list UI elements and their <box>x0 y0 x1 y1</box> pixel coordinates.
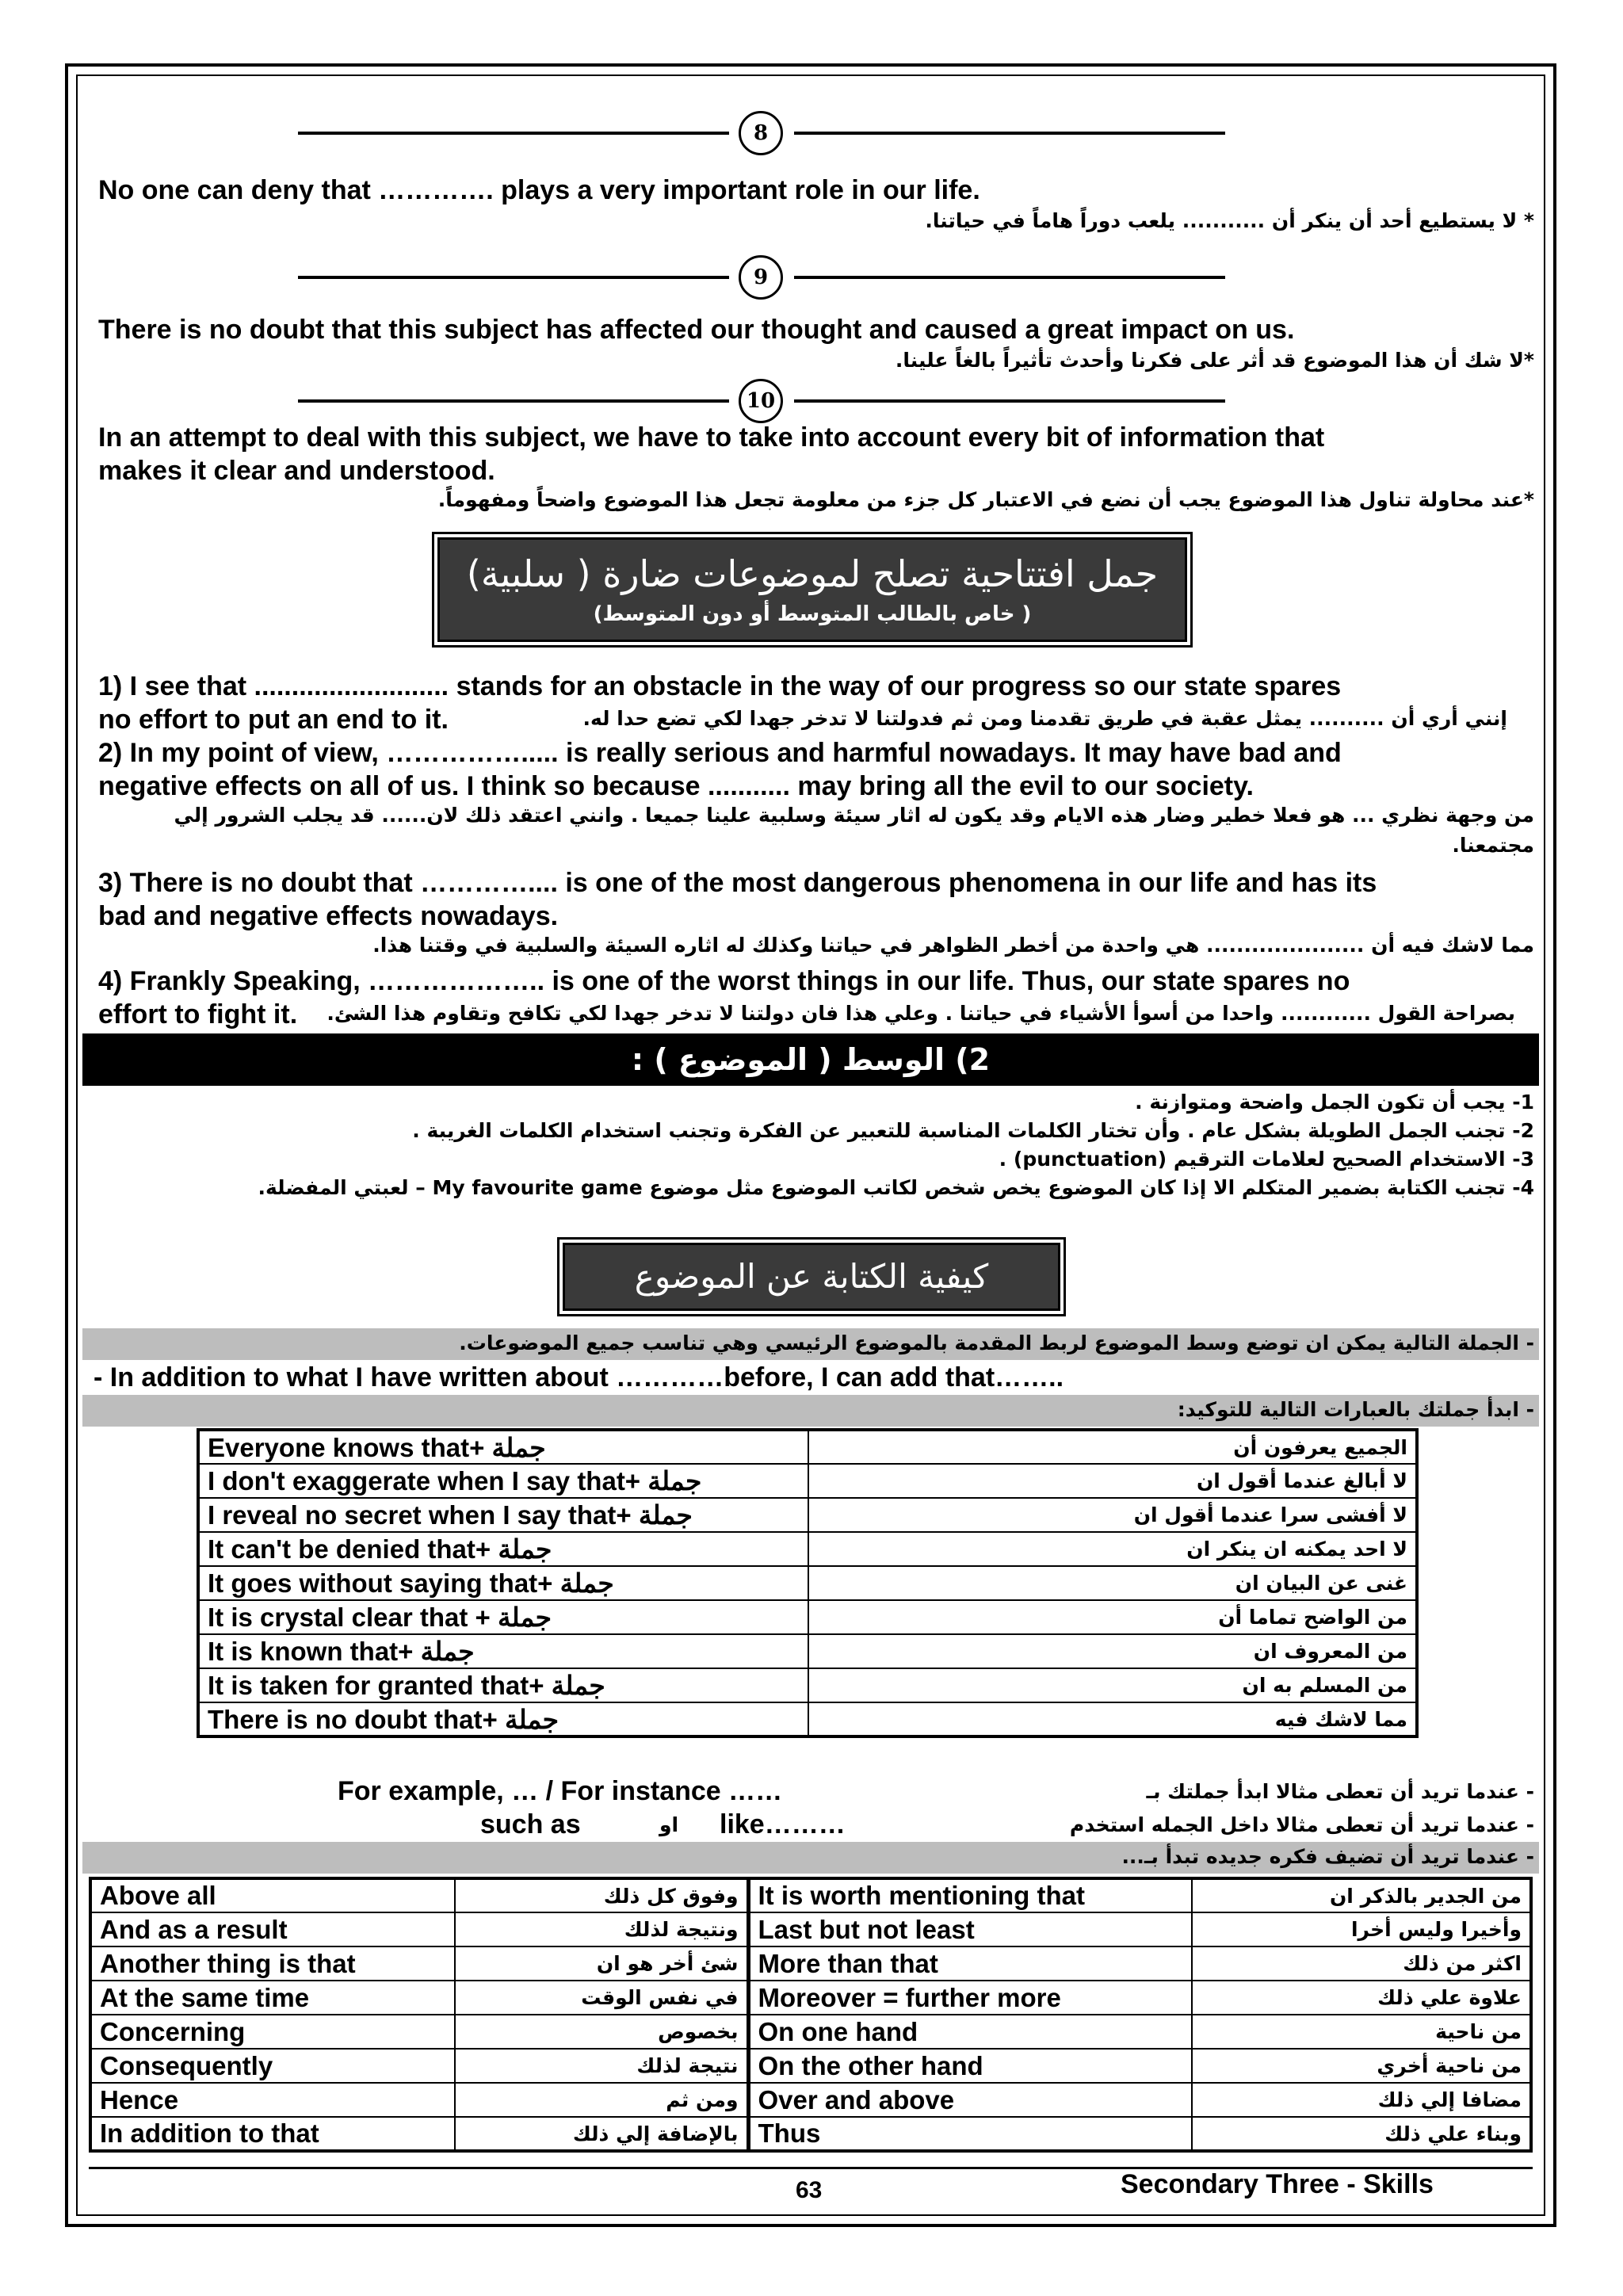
arabic-meaning-cell: غنى عن البيان ان <box>808 1566 1417 1600</box>
english-phrase-cell: It can't be denied that+ جملة <box>198 1532 808 1566</box>
section-2-header <box>82 1033 1539 1086</box>
sentence-8-english: No one can deny that …………. plays a very important role in our life. <box>98 175 980 205</box>
emphasis-phrases-table <box>197 1428 1419 1738</box>
arabic-meaning-cell: من الواضح تماما أن <box>808 1600 1417 1634</box>
negative-topics-banner <box>437 537 1187 642</box>
table-row <box>198 1702 1417 1736</box>
english-phrase-cell: It is known that+ جملة <box>198 1634 808 1668</box>
table-row <box>198 1498 1417 1532</box>
english-phrase-cell: On one hand <box>748 2015 1192 2049</box>
english-phrase-cell: Over and above <box>748 2083 1192 2117</box>
arabic-meaning-cell: ومن ثم <box>455 2083 748 2117</box>
inline-example-instruction-arabic: - عندما تريد أن تعطى مثالا داخل الجمله استخدم <box>1069 1813 1534 1836</box>
table-row <box>198 1464 1417 1498</box>
number-badge-8: 8 <box>739 111 783 155</box>
table-row <box>90 2049 1531 2083</box>
english-phrase-cell: In addition to that <box>90 2117 455 2151</box>
arabic-meaning-cell: من ناحية أخري <box>1192 2049 1531 2083</box>
table-row <box>198 1430 1417 1464</box>
number-badge-10: 10 <box>739 379 783 423</box>
book-label: Secondary Three - Skills <box>1121 2169 1434 2199</box>
english-phrase-cell: I don't exaggerate when I say that+ جملة <box>198 1464 808 1498</box>
negative-2-arabic-line2: مجتمعنا. <box>1452 834 1534 857</box>
divider-line <box>298 276 729 279</box>
arabic-meaning-cell: في نفس الوقت <box>455 1981 748 2015</box>
english-phrase-cell: It is crystal clear that + جملة <box>198 1600 808 1634</box>
english-phrase-cell: Moreover = further more <box>748 1981 1192 2015</box>
english-phrase-cell: It is taken for granted that+ جملة <box>198 1668 808 1702</box>
arabic-meaning-cell: اكثر من ذلك <box>1192 1946 1531 1981</box>
english-phrase-cell: Consequently <box>90 2049 455 2083</box>
tip-1: 1- يجب أن تكون الجمل واضحة ومتوازنة . <box>1135 1091 1534 1114</box>
tip-3: 3- الاستخدام الصحيح لعلامات الترقيم (punctuation) . <box>999 1148 1534 1171</box>
arabic-meaning-cell: من المسلم به ان <box>808 1668 1417 1702</box>
table-row <box>198 1668 1417 1702</box>
table-row <box>90 2117 1531 2151</box>
english-phrase-cell: Another thing is that <box>90 1946 455 1981</box>
negative-3-arabic: مما لاشك فيه أن ..................... هي واحدة من أخطر الظواهر في حياتنا وكذلك له اثاره السيئة والسلبية في وقتنا هذا. <box>372 934 1534 957</box>
english-phrase-cell: Above all <box>90 1878 455 1912</box>
table-row <box>90 1878 1531 1912</box>
table-row <box>90 1946 1531 1981</box>
sentence-10-english-line2: makes it clear and understood. <box>98 456 495 486</box>
arabic-meaning-cell: لا أفشى سرا عندما أقول ان <box>808 1498 1417 1532</box>
negative-2-arabic-line1: من وجهة نظري ... هو فعلا خطير وضار هذه الايام وقد يكون له اثار سيئة وسلبية علينا جميعا . وانني اعتقد ذلك لان...... قد يجلب الشرور إلي <box>174 804 1534 827</box>
banner-subtitle: ( خاص بالطالب المتوسط أو دون المتوسط) <box>593 602 1032 626</box>
english-phrase-cell: It is worth mentioning that <box>748 1878 1192 1912</box>
arabic-meaning-cell: وفوق كل ذلك <box>455 1878 748 1912</box>
arabic-meaning-cell: من الجدير بالذكر ان <box>1192 1878 1531 1912</box>
page-number: 63 <box>796 2177 823 2203</box>
sentence-10-english-line1: In an attempt to deal with this subject, we have to take into account every bit of information that <box>98 422 1325 453</box>
table-row <box>90 2015 1531 2049</box>
arabic-meaning-cell: لا أبالغ عندما أقول ان <box>808 1464 1417 1498</box>
arabic-meaning-cell: وبناء علي ذلك <box>1192 2117 1531 2151</box>
banner-2-title: كيفية الكتابة عن الموضوع <box>634 1257 989 1296</box>
linking-sentence-english: - In addition to what I have written about …………before, I can add that…….. <box>94 1362 1064 1392</box>
negative-2-english-line1: 2) In my point of view, ……………..... is really serious and harmful nowadays. It may have bad and <box>98 738 1342 768</box>
negative-1-english-line1: 1) I see that .......................... stands for an obstacle in the way of our progress so our state spares <box>98 671 1342 701</box>
sentence-9-arabic: *لا شك أن هذا الموضوع قد أثر على فكرنا وأحدث تأثيراً بالغاً علينا. <box>895 349 1534 372</box>
arabic-meaning-cell: وأخيرا وليس أخرا <box>1192 1912 1531 1946</box>
number-badge-9: 9 <box>739 255 783 300</box>
english-phrase-cell: Thus <box>748 2117 1192 2151</box>
arabic-meaning-cell: بالإضافة إلي ذلك <box>455 2117 748 2151</box>
negative-1-arabic: إنني أري أن .......... يمثل عقبة في طريق تقدمنا ومن ثم فدولتنا لا تدخر جهدا لكي تضع حدا له. <box>582 707 1507 730</box>
tip-4: 4- تجنب الكتابة بضمير المتكلم الا إذا كان الموضوع يخص شخص لكاتب الموضوع مثل موضوع My favourite game – لعبتي المفضلة. <box>258 1176 1534 1199</box>
negative-4-arabic: بصراحة القول ............ واحدا من أسوأ الأشياء في حياتنا . وعلي هذا فان دولتنا لا تدخر جهدا لكي تكافح وتقاوم هذا الشئ. <box>327 1002 1515 1025</box>
table-row <box>90 2083 1531 2117</box>
divider-line <box>794 276 1225 279</box>
section-2-title: 2) الوسط ( الموضوع ) : <box>631 1042 991 1077</box>
negative-3-english-line1: 3) There is no doubt that ………….... is one of the most dangerous phenomena in our life and has its <box>98 868 1377 898</box>
example-instruction-arabic: - عندما تريد أن تعطى مثالا ابدأ جملتك بـ <box>1146 1780 1534 1803</box>
negative-2-english-line2: negative effects on all of us. I think so because ........... may bring all the evil to our society. <box>98 771 1254 801</box>
negative-4-english-line1: 4) Frankly Speaking, ……………….. is one of the worst things in our life. Thus, our state spares no <box>98 966 1350 996</box>
arabic-meaning-cell: ونتيجة لذلك <box>455 1912 748 1946</box>
divider-line <box>794 399 1225 403</box>
table-row <box>90 1981 1531 2015</box>
english-phrase-cell: Concerning <box>90 2015 455 2049</box>
english-phrase-cell: I reveal no secret when I say that+ جملة <box>198 1498 808 1532</box>
divider-line <box>794 132 1225 135</box>
or-word: او <box>659 1813 679 1836</box>
sentence-10-arabic: *عند محاولة تناول هذا الموضوع يجب أن نضع في الاعتبار كل جزء من معلومة تجعل هذا الموضوع واضحاً ومفهوماً. <box>437 488 1534 511</box>
table-row <box>198 1600 1417 1634</box>
new-idea-instruction-arabic: - عندما تريد أن تضيف فكره جديده تبدأ بـ... <box>1121 1845 1534 1868</box>
arabic-meaning-cell: مما لاشك فيه <box>808 1702 1417 1736</box>
arabic-meaning-cell: من ناحية <box>1192 2015 1531 2049</box>
like-phrase: like……… <box>720 1809 846 1839</box>
divider-line <box>298 399 729 403</box>
tip-2: 2- تجنب الجمل الطويلة بشكل عام . وأن تختار الكلمات المناسبة للتعبير عن الفكرة وتجنب استخدام الكلمات الغريبة . <box>412 1119 1534 1142</box>
arabic-meaning-cell: علاوة علي ذلك <box>1192 1981 1531 2015</box>
arabic-meaning-cell: بخصوص <box>455 2015 748 2049</box>
english-phrase-cell: There is no doubt that+ جملة <box>198 1702 808 1736</box>
negative-4-english-line2: effort to fight it. <box>98 999 298 1030</box>
page-content <box>82 79 1539 2211</box>
table-row <box>198 1532 1417 1566</box>
english-phrase-cell: More than that <box>748 1946 1192 1981</box>
such-as-phrase: such as <box>480 1809 581 1839</box>
sentence-8-arabic: * لا يستطيع أحد أن ينكر أن ........... يلعب دوراً هاماً في حياتنا. <box>925 209 1534 232</box>
arabic-meaning-cell: نتيجة لذلك <box>455 2049 748 2083</box>
english-phrase-cell: And as a result <box>90 1912 455 1946</box>
english-phrase-cell: Hence <box>90 2083 455 2117</box>
arabic-meaning-cell: لا احد يمكنه ان ينكر ان <box>808 1532 1417 1566</box>
arabic-meaning-cell: شئ أخر هو ان <box>455 1946 748 1981</box>
confirm-instruction-arabic: - ابدأ جملتك بالعبارات التالية للتوكيد: <box>1177 1398 1534 1421</box>
english-phrase-cell: It goes without saying that+ جملة <box>198 1566 808 1600</box>
negative-3-english-line2: bad and negative effects nowadays. <box>98 901 559 931</box>
negative-1-english-line2: no effort to put an end to it. <box>98 705 449 735</box>
example-phrase-english: For example, … / For instance …… <box>338 1776 783 1806</box>
divider-line <box>298 132 729 135</box>
transition-phrases-table <box>89 1877 1533 2153</box>
linking-instruction-arabic: - الجملة التالية يمكن ان توضع وسط الموضوع لربط المقدمة بالموضوع الرئيسي وهي تناسب جميع الموضوعات. <box>459 1331 1534 1354</box>
table-row <box>90 1912 1531 1946</box>
how-to-write-banner <box>563 1243 1060 1311</box>
english-phrase-cell: Everyone knows that+ جملة <box>198 1430 808 1464</box>
english-phrase-cell: Last but not least <box>748 1912 1192 1946</box>
table-row <box>198 1634 1417 1668</box>
sentence-9-english: There is no doubt that this subject has affected our thought and caused a great impact on us. <box>98 315 1295 345</box>
arabic-meaning-cell: مضافا إلي ذلك <box>1192 2083 1531 2117</box>
banner-title: جمل افتتاحية تصلح لموضوعات ضارة ( سلبية) <box>466 552 1159 595</box>
arabic-meaning-cell: من المعروف ان <box>808 1634 1417 1668</box>
english-phrase-cell: At the same time <box>90 1981 455 2015</box>
table-row <box>198 1566 1417 1600</box>
english-phrase-cell: On the other hand <box>748 2049 1192 2083</box>
arabic-meaning-cell: الجميع يعرفون أن <box>808 1430 1417 1464</box>
